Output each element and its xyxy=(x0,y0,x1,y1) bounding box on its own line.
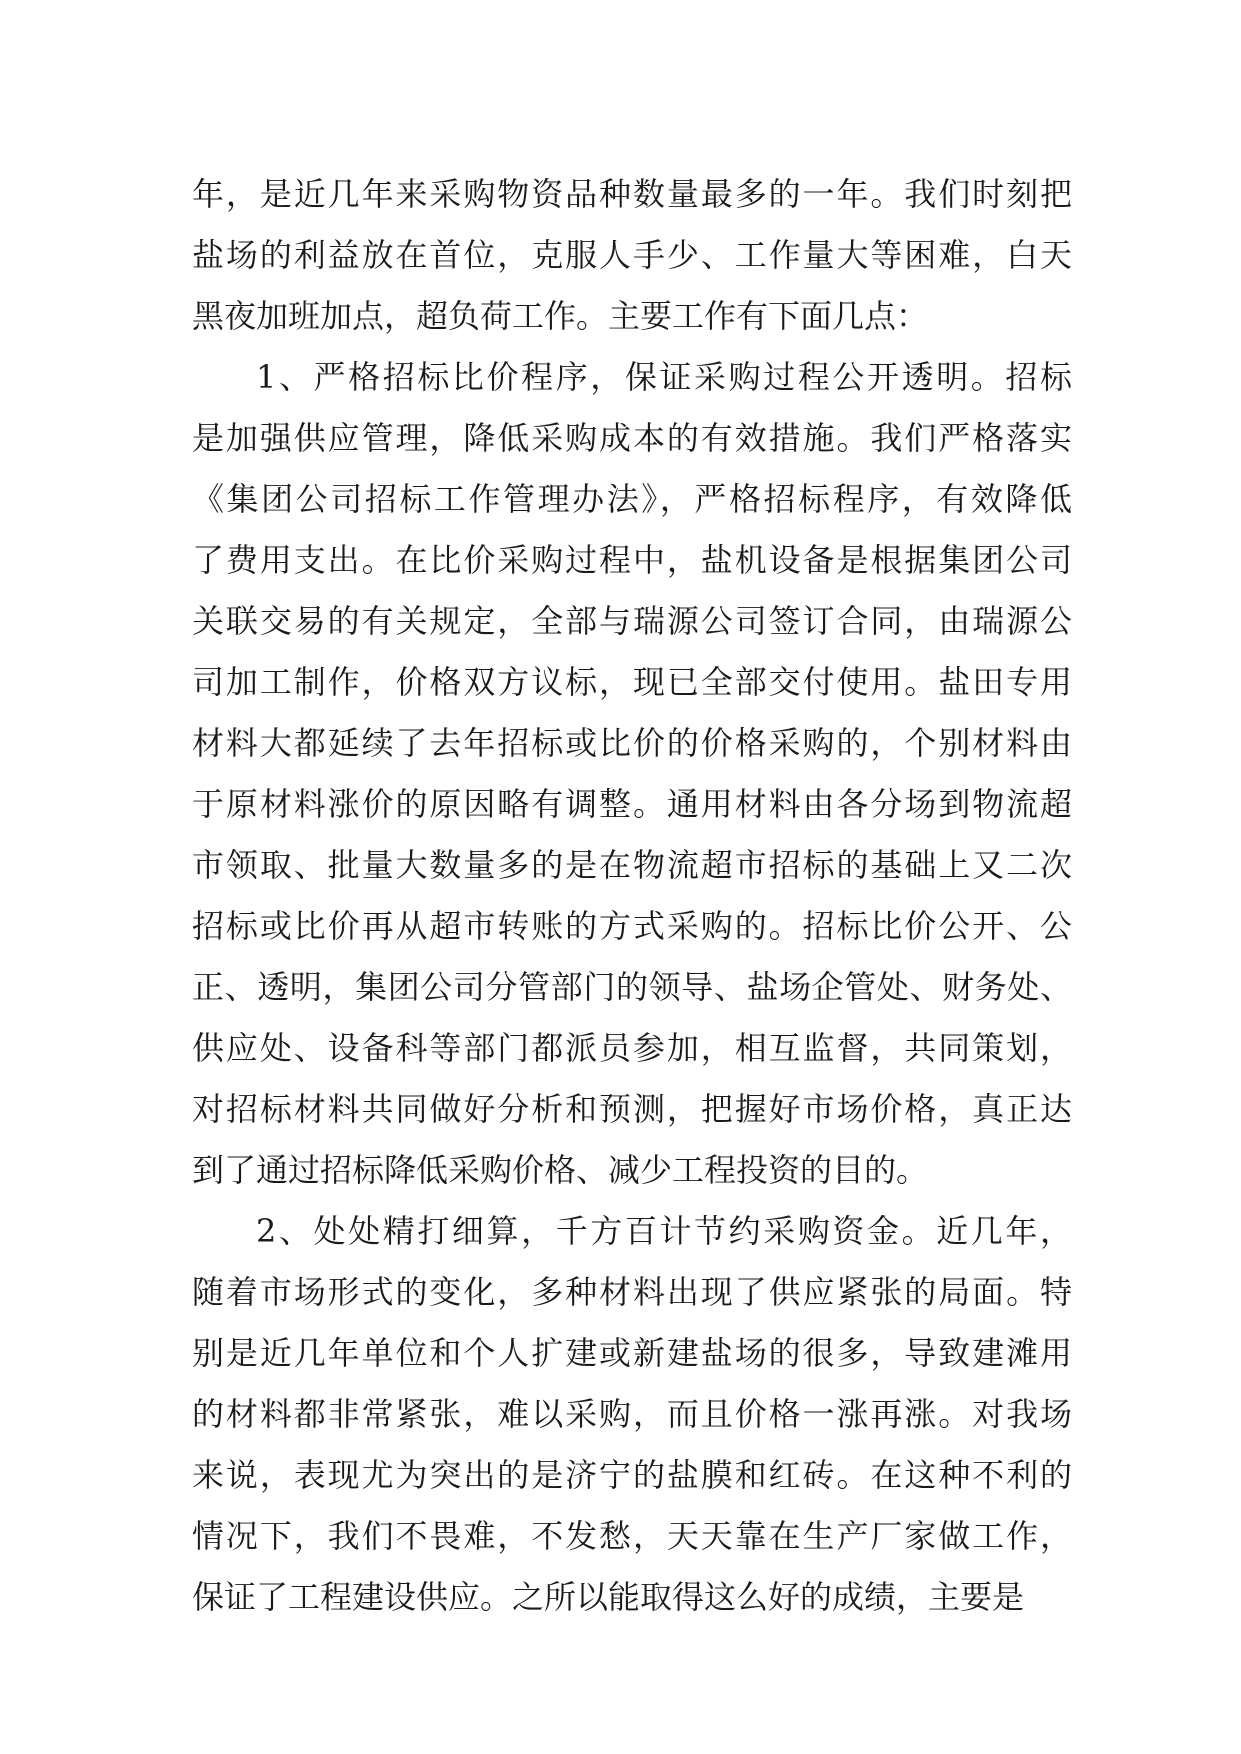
paragraph-3-line-1: 2、处处精打细算，千方百计节约采购资金。近几年， xyxy=(256,1212,1072,1250)
paragraph-2-line-4: 了费用支出。在比价采购过程中，盐机设备是根据集团公司 xyxy=(192,541,1072,579)
paragraph-2-line-2: 是加强供应管理，降低采购成本的有效措施。我们严格落实 xyxy=(192,419,1072,457)
paragraph-3-line-2: 随着市场形式的变化，多种材料出现了供应紧张的局面。特 xyxy=(192,1273,1072,1311)
paragraph-3-line-5: 来说，表现尤为突出的是济宁的盐膜和红砖。在这种不利的 xyxy=(192,1456,1072,1494)
paragraph-3-line-3: 别是近几年单位和个人扩建或新建盐场的很多，导致建滩用 xyxy=(192,1334,1072,1372)
paragraph-2-line-3: 《集团公司招标工作管理办法》，严格招标程序，有效降低 xyxy=(192,480,1072,518)
paragraph-1-line-3: 黑夜加班加点，超负荷工作。主要工作有下面几点： xyxy=(192,297,929,335)
paragraph-2-line-9: 市领取、批量大数量多的是在物流超市招标的基础上又二次 xyxy=(192,846,1072,884)
paragraph-2-line-7: 材料大都延续了去年招标或比价的价格采购的，个别材料由 xyxy=(192,724,1072,762)
paragraph-2-line-12: 供应处、设备科等部门都派员参加，相互监督，共同策划， xyxy=(192,1029,1072,1067)
paragraph-3-line-7: 保证了工程建设供应。之所以能取得这么好的成绩，主要是 xyxy=(192,1578,1025,1616)
paragraph-2-line-11: 正、透明，集团公司分管部门的领导、盐场企管处、财务处、 xyxy=(192,968,1072,1006)
paragraph-3-line-4: 的材料都非常紧张，难以采购，而且价格一涨再涨。对我场 xyxy=(192,1395,1072,1433)
paragraph-2-line-14: 到了通过招标降低采购价格、减少工程投资的目的。 xyxy=(192,1151,929,1189)
paragraph-3-line-6: 情况下，我们不畏难，不发愁，天天靠在生产厂家做工作， xyxy=(192,1517,1072,1555)
paragraph-1-line-1: 年，是近几年来采购物资品种数量最多的一年。我们时刻把 xyxy=(192,175,1072,213)
paragraph-2-line-1: 1、严格招标比价程序，保证采购过程公开透明。招标 xyxy=(256,358,1072,396)
paragraph-2-line-5: 关联交易的有关规定，全部与瑞源公司签订合同，由瑞源公 xyxy=(192,602,1072,640)
paragraph-2-line-10: 招标或比价再从超市转账的方式采购的。招标比价公开、公 xyxy=(192,907,1072,945)
paragraph-1-line-2: 盐场的利益放在首位，克服人手少、工作量大等困难，白天 xyxy=(192,236,1072,274)
paragraph-2-line-8: 于原材料涨价的原因略有调整。通用材料由各分场到物流超 xyxy=(192,785,1072,823)
paragraph-2-line-13: 对招标材料共同做好分析和预测，把握好市场价格，真正达 xyxy=(192,1090,1072,1128)
paragraph-2-line-6: 司加工制作，价格双方议标，现已全部交付使用。盐田专用 xyxy=(192,663,1072,701)
document-body xyxy=(192,164,1072,1628)
